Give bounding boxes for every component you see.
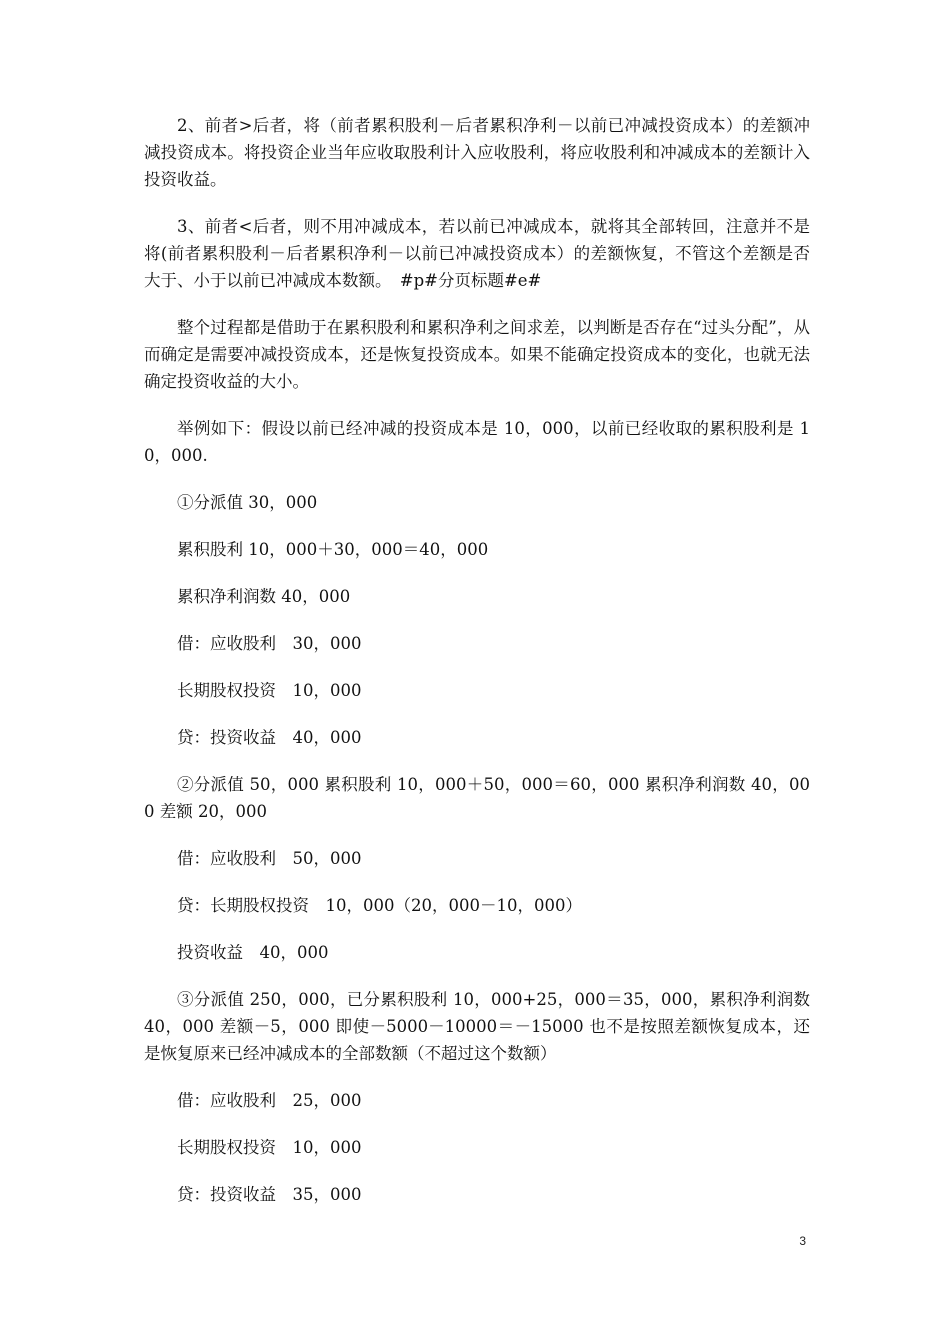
paragraph-5: ①分派值 30，000 <box>177 493 318 512</box>
paragraph-11: ②分派值 50，000 累积股利 10，000＋50，000＝60，000 累积净利润数 40，000 差额 20，000 <box>144 775 810 821</box>
paragraph-13: 贷：长期股权投资 10，000（20，000－10，000） <box>177 896 582 915</box>
paragraph-3: 整个过程都是借助于在累积股利和累积净利之间求差，以判断是否存在“过头分配”，从而确定是需要冲减投资成本，还是恢复投资成本。如果不能确定投资成本的变化，也就无法确定投资收益的大小。 <box>144 318 810 391</box>
paragraph-18: 贷：投资收益 35，000 <box>177 1185 362 1204</box>
paragraph-10: 贷：投资收益 40，000 <box>177 728 362 747</box>
paragraph-9: 长期股权投资 10，000 <box>177 681 362 700</box>
paragraph-6: 累积股利 10，000＋30，000＝40，000 <box>177 540 489 559</box>
paragraph-4: 举例如下：假设以前已经冲减的投资成本是 10，000，以前已经收取的累积股利是 10，000. <box>144 419 810 465</box>
paragraph-1: 2、前者>后者，将（前者累积股利－后者累积净利－以前已冲减投资成本）的差额冲减投资成本。将投资企业当年应收取股利计入应收股利，将应收股利和冲减成本的差额计入投资收益。 <box>144 116 810 189</box>
paragraph-15: ③分派值 250，000，已分累积股利 10，000+25，000＝35，000，累积净利润数 40，000 差额－5，000 即使－5000－10000＝－15000 也不是按照差额恢复成本，还是恢复原来已经冲减成本的全部数额（不超过这个数额） <box>144 990 810 1063</box>
paragraph-8: 借：应收股利 30，000 <box>177 634 362 653</box>
paragraph-17: 长期股权投资 10，000 <box>177 1138 362 1157</box>
paragraph-16: 借：应收股利 25，000 <box>177 1091 362 1110</box>
paragraph-2: 3、前者<后者，则不用冲减成本，若以前已冲减成本，就将其全部转回，注意并不是将(前者累积股利－后者累积净利－以前已冲减投资成本）的差额恢复，不管这个差额是否大于、小于以前已冲减成本数额。 #p#分页标题#e# <box>144 217 810 290</box>
paragraph-12: 借：应收股利 50，000 <box>177 849 362 868</box>
page-number: 3 <box>799 1234 806 1248</box>
paragraph-7: 累积净利润数 40，000 <box>177 587 351 606</box>
document-body <box>144 112 810 1228</box>
paragraph-14: 投资收益 40，000 <box>177 943 329 962</box>
